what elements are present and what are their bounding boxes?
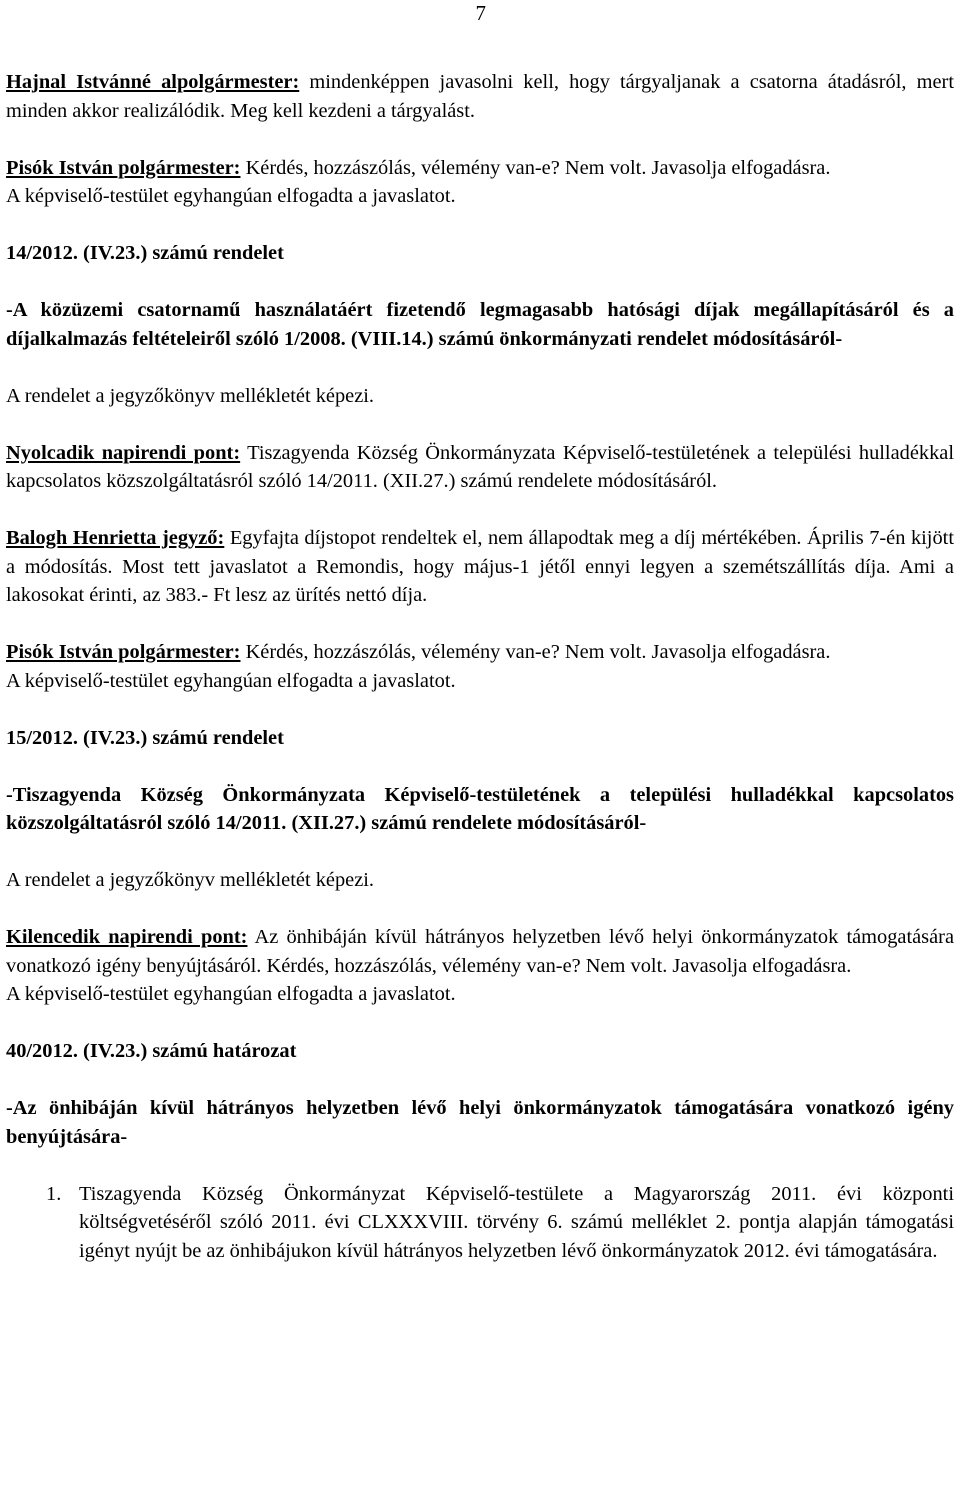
document-body: [6, 68, 954, 1265]
agenda-text: Tiszagyenda Község Önkormányzata Képviselő-testületének a települési hulladékkal kapcsolatos közszolgáltatásról szóló 14/2011. (XII.27.) számú rendelete módosításáról.: [6, 441, 954, 492]
speech-pisok: [6, 154, 954, 183]
decision-text: A képviselő-testület egyhangúan elfogadta a javaslatot.: [6, 669, 456, 692]
list-item: [6, 1180, 954, 1266]
speech-text: Kérdés, hozzászólás, vélemény van-e? Nem volt. Javasolja elfogadásra.: [240, 641, 831, 663]
speaker-label: Pisók István polgármester:: [6, 156, 241, 179]
speech-text: mindenképpen javasolni kell, hogy tárgyaljanak a csatorna átadásról, mert minden akkor realizálódik. Meg kell kezdeni a tárgyalást.: [6, 71, 954, 122]
regulation-title: -A közüzemi csatornamű használatáért fizetendő legmagasabb hatósági díjak megállapításáról és a díjalkalmazás feltételeiről szóló 1/2008. (VIII.14.) számú önkormányzati rendelet módosításáról-: [6, 299, 954, 350]
resolution-title: -Az önhibáján kívül hátrányos helyzetben lévő helyi önkormányzatok támogatására vonatkozó igény benyújtására-: [6, 1097, 954, 1148]
list-item-text: Tiszagyenda Község Önkormányzat Képviselő-testülete a Magyarország 2011. évi központi költségvetéséről szóló 2011. évi CLXXXVIII. törvény 6. számú melléklet 2. pontja alapján támogatási igényt nyújt be az önhibájukon kívül hátrányos helyzetben lévő önkormányzatok 2012. évi támogatására.: [79, 1182, 954, 1262]
annex-note: A rendelet a jegyzőkönyv mellékletét képezi.: [6, 869, 375, 891]
resolution-number: 40/2012. (IV.23.) számú határozat: [6, 1040, 297, 1062]
speaker-label: Balogh Henrietta jegyző:: [6, 527, 225, 549]
decision-text: A képviselő-testület egyhangúan elfogadta a javaslatot.: [6, 983, 456, 1005]
speech-balogh: [6, 524, 954, 610]
annex-note: A rendelet a jegyzőkönyv mellékletét képezi.: [6, 384, 375, 407]
speaker-label: Pisók István polgármester:: [6, 641, 241, 663]
regulation-number: 14/2012. (IV.23.) számú rendelet: [6, 242, 284, 264]
regulation-title: -Tiszagyenda Község Önkormányzata Képviselő-testületének a települési hulladékkal kapcsolatos közszolgáltatásról szóló 14/2011. (XII.27.) számú rendelete módosításáról-: [6, 783, 954, 834]
agenda-label: Kilencedik napirendi pont:: [6, 926, 248, 948]
list-item-number: 1.: [46, 1182, 62, 1205]
resolution-list: [6, 1180, 954, 1266]
agenda-item-8: [6, 439, 954, 496]
speech-hajnal: [6, 68, 954, 125]
speaker-label: Hajnal Istvánné alpolgármester:: [6, 71, 300, 93]
agenda-text: Az önhibáján kívül hátrányos helyzetben lévő helyi önkormányzatok támogatására vonatkozó igény benyújtásáról. Kérdés, hozzászólás, vélemény van-e? Nem volt. Javasolja elfogadásra.: [6, 926, 954, 977]
speech-text: Kérdés, hozzászólás, vélemény van-e? Nem volt. Javasolja elfogadásra.: [240, 156, 831, 179]
agenda-item-9: [6, 923, 954, 980]
agenda-label: Nyolcadik napirendi pont:: [6, 441, 241, 464]
regulation-number: 15/2012. (IV.23.) számú rendelet: [6, 726, 284, 749]
decision-text: A képviselő-testület egyhangúan elfogadta a javaslatot.: [6, 185, 456, 207]
speech-text: Egyfajta díjstopot rendeltek el, nem állapodtak meg a díj mértékében. Április 7-én kijött a módosítás. Most tett javaslatot a Remondis, hogy május-1 jétől ennyi legyen a szemétszállítás díja. Ami a lakosokat érinti, az 383.- Ft lesz az ürítés nettó díja.: [6, 527, 954, 606]
speech-pisok-2: [6, 638, 954, 667]
page-number: 7: [475, 1, 486, 25]
